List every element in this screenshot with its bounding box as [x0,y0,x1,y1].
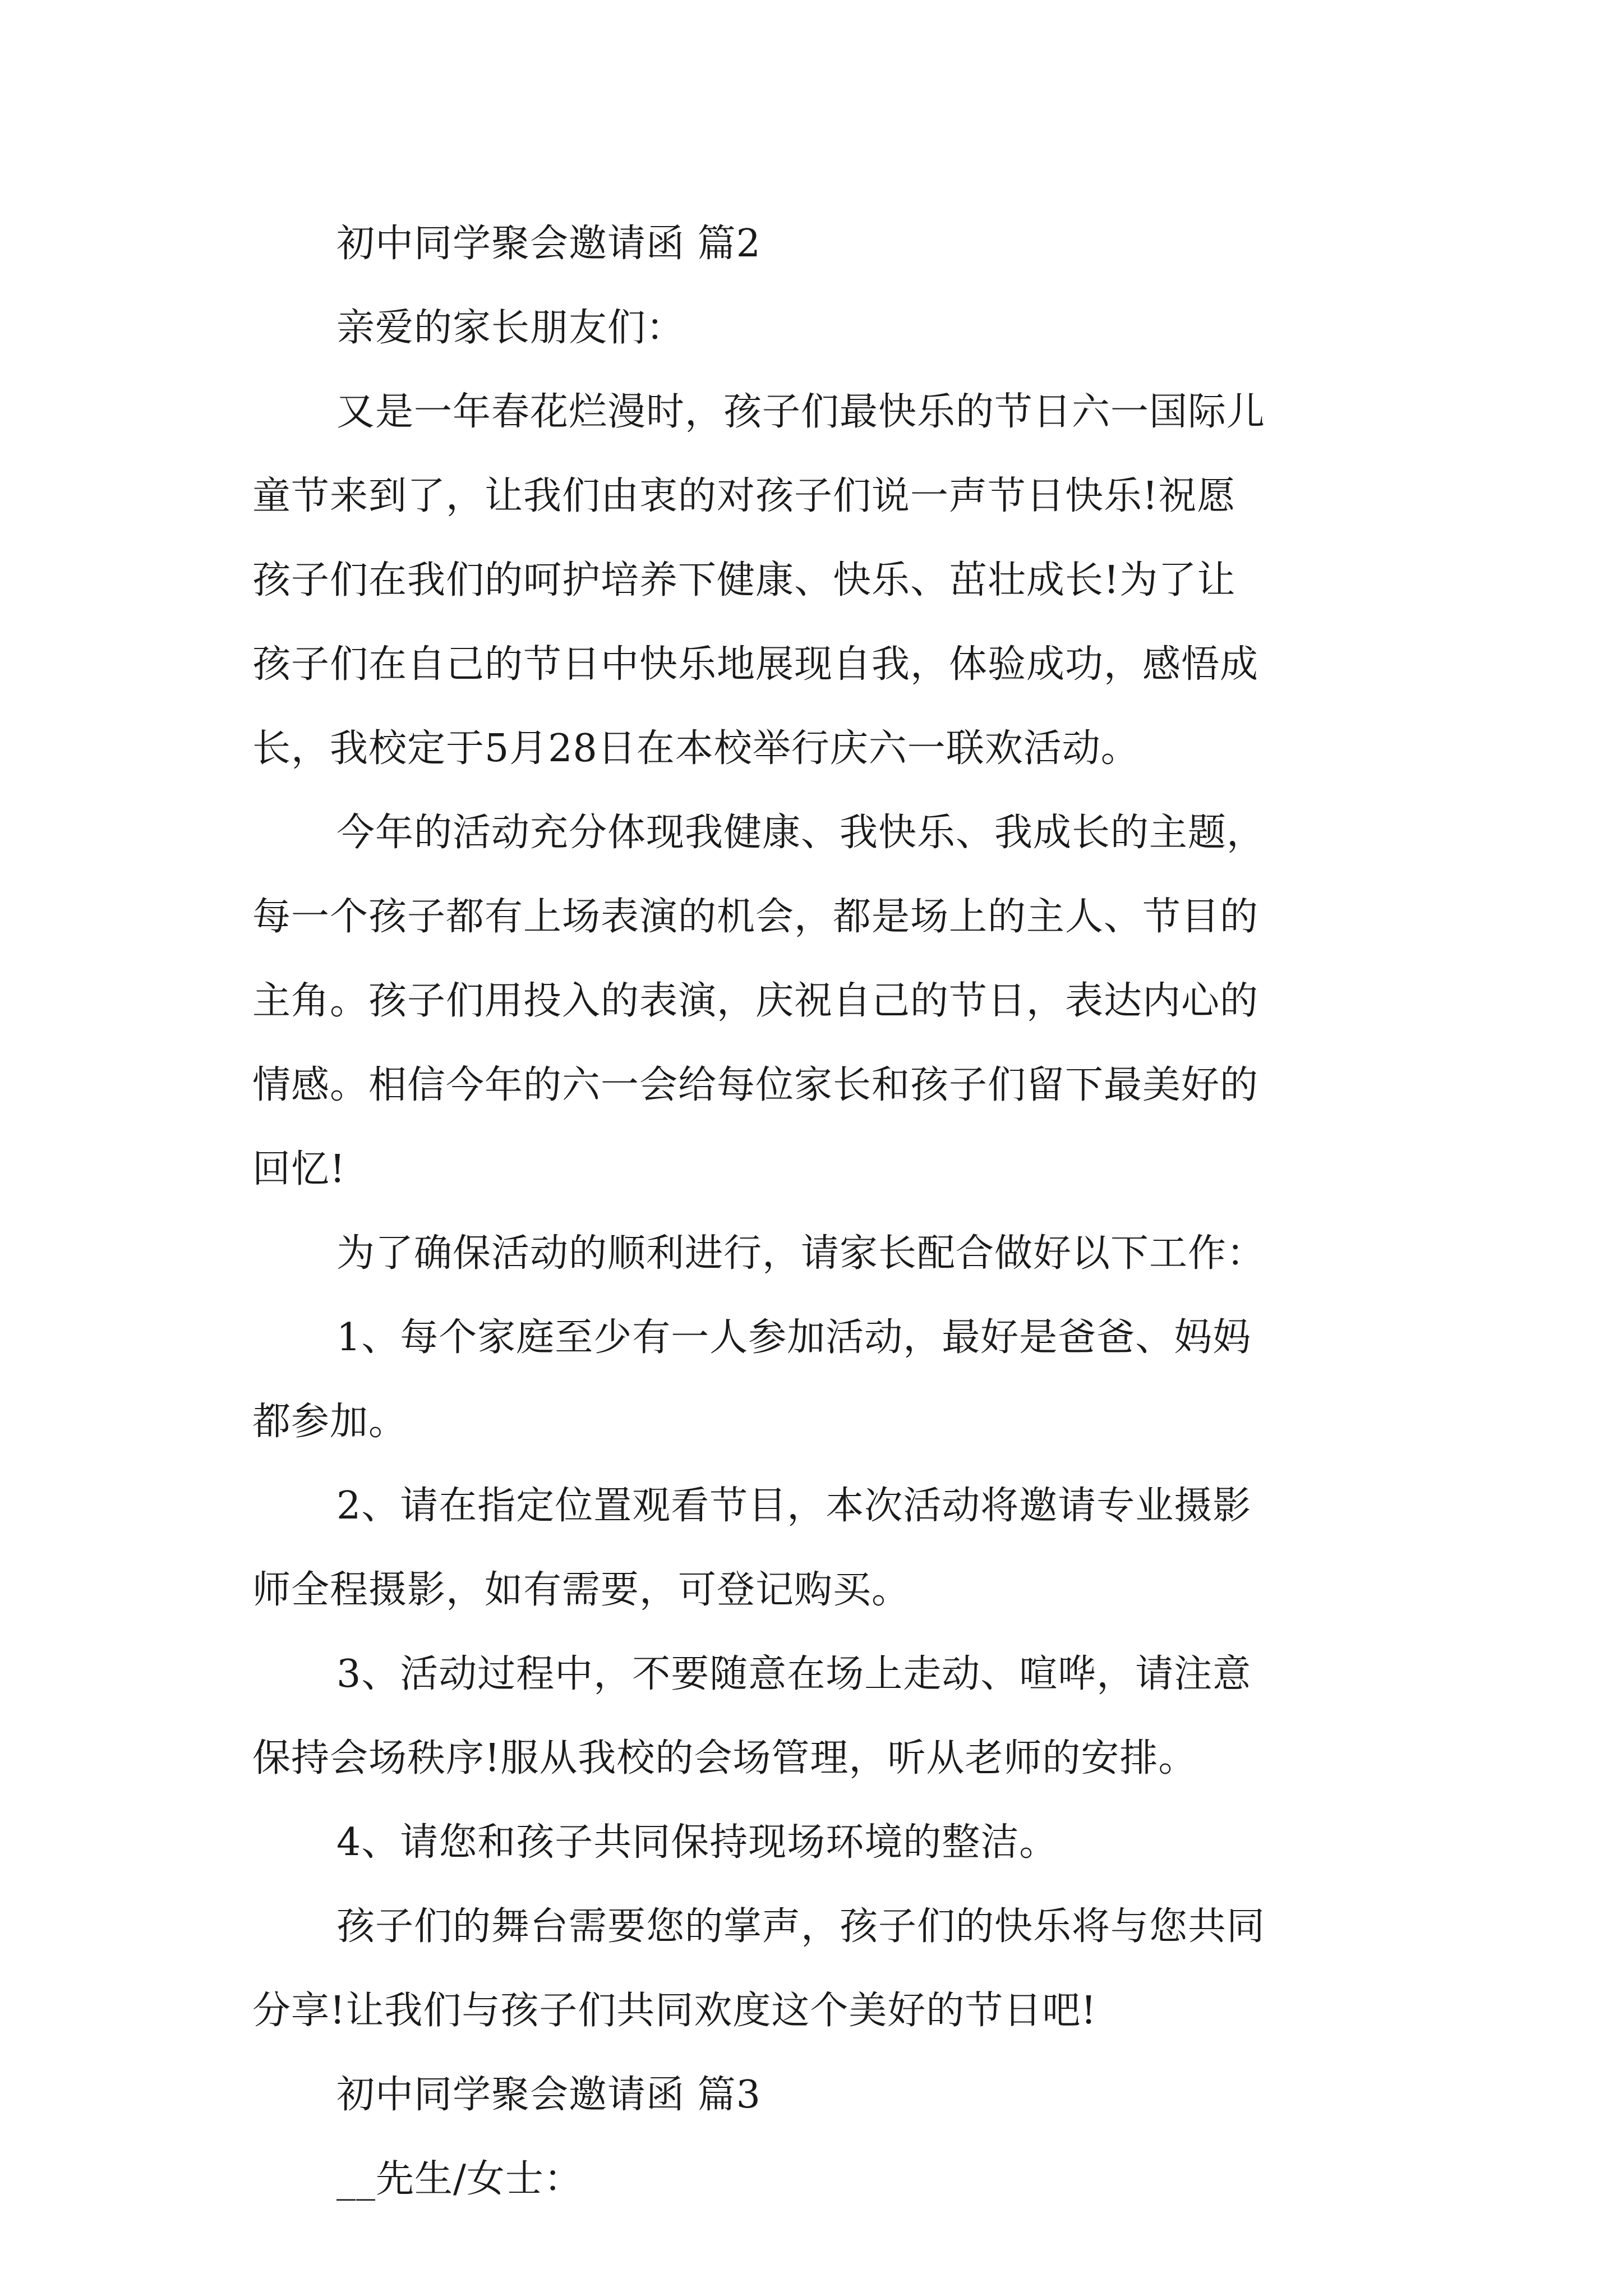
text-line: 情感。相信今年的六一会给每位家长和孩子们留下最美好的 [252,1063,1259,1107]
text-line: 主角。孩子们用投入的表演，庆祝自己的节日，表达内心的 [252,979,1259,1023]
text-line: 分享!让我们与孩子们共同欢度这个美好的节日吧! [252,1989,1097,2033]
salutation: __先生/女士： [336,2157,583,2201]
text-line: 每一个孩子都有上场表演的机会，都是场上的主人、节目的 [252,895,1259,939]
list-item: 2、请在指定位置观看节目，本次活动将邀请专业摄影 [336,1484,1252,1528]
list-item: 1、每个家庭至少有一人参加活动，最好是爸爸、妈妈 [336,1315,1252,1360]
text-line: 为了确保活动的顺利进行，请家长配合做好以下工作： [336,1231,1266,1276]
list-item: 3、活动过程中，不要随意在场上走动、喧哗，请注意 [336,1652,1252,1696]
text-line: 长，我校定于5月28日在本校举行庆六一联欢活动。 [252,726,1140,771]
text-line: 回忆! [252,1147,346,1191]
text-line: 今年的活动充分体现我健康、我快乐、我成长的主题， [336,811,1266,855]
text-line: 又是一年春花烂漫时，孩子们最快乐的节日六一国际儿 [336,390,1266,434]
salutation: 亲爱的家长朋友们： [336,306,685,350]
text-line: 保持会场秩序!服从我校的会场管理，听从老师的安排。 [252,1736,1197,1780]
text-line: 孩子们在自己的节日中快乐地展现自我，体验成功，感悟成 [252,642,1259,687]
list-item: 4、请您和孩子共同保持现场环境的整洁。 [336,1820,1058,1865]
section-heading: 初中同学聚会邀请函 篇2 [336,222,761,266]
text-line: 孩子们的舞台需要您的掌声，孩子们的快乐将与您共同 [336,1904,1266,1949]
document-body [252,202,1368,2221]
text-line: 童节来到了，让我们由衷的对孩子们说一声节日快乐!祝愿 [252,474,1236,518]
section-heading: 初中同学聚会邀请函 篇3 [336,2073,761,2117]
text-line: 师全程摄影，如有需要，可登记购买。 [252,1568,911,1612]
text-line: 都参加。 [252,1400,408,1444]
text-line: 孩子们在我们的呵护培养下健康、快乐、茁壮成长!为了让 [252,558,1236,602]
